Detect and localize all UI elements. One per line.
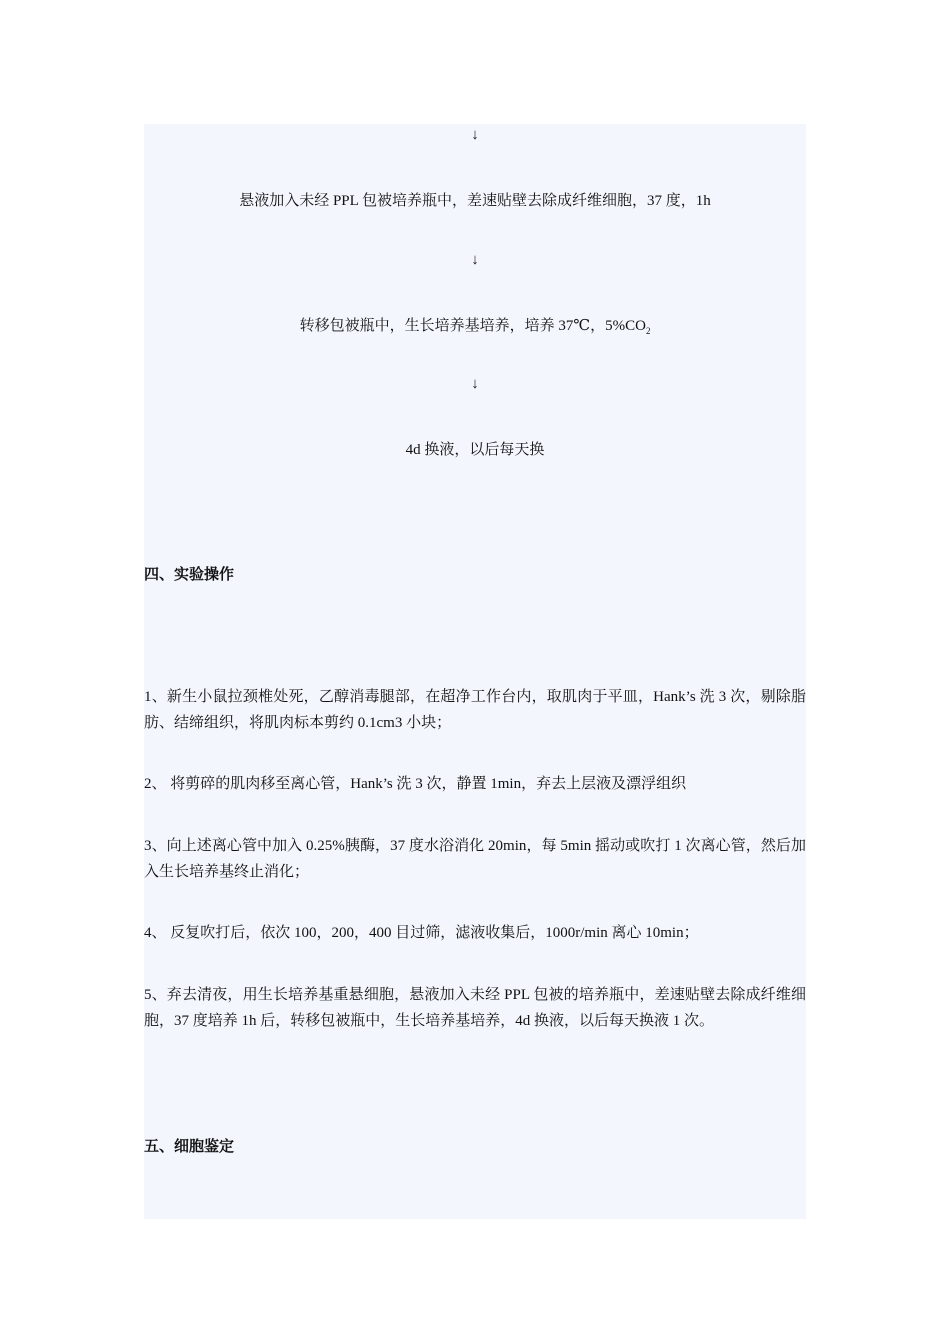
flow-step-2-text: 转移包被瓶中，生长培养基培养，培养 37℃，5%CO (299, 318, 646, 334)
procedure-step-1: 1、新生小鼠拉颈椎处死，乙醇消毒腿部，在超净工作台内，取肌肉于平皿，Hank’s 洗 3 次，剔除脂肪、结缔组织，将肌肉标本剪约 0.1cm3 小块； (144, 689, 806, 731)
section-4-heading: 四、实验操作 (144, 565, 235, 583)
procedure-step-3: 3、向上述离心管中加入 0.25%胰酶，37 度水浴消化 20min，每 5min 摇动或吹打 1 次离心管，然后加入生长培养基终止消化； (144, 838, 806, 880)
flow-step-1: 悬液加入未经 PPL 包被培养瓶中，差速贴壁去除成纤维细胞，37 度，1h (239, 193, 711, 209)
content-panel (144, 124, 806, 1219)
flow-arrow-3: ↓ (471, 376, 479, 392)
procedure-step-2: 2、 将剪碎的肌肉移至离心管，Hank’s 洗 3 次，静置 1min，弃去上层液及漂浮组织 (144, 776, 687, 792)
flow-step-2 (144, 314, 806, 336)
flow-arrow-2: ↓ (471, 252, 479, 268)
procedure-step-4: 4、 反复吹打后，依次 100，200，400 目过筛，滤液收集后，1000r/min 离心 10min； (144, 925, 699, 941)
procedure-step-5: 5、弃去清夜，用生长培养基重悬细胞，悬液加入未经 PPL 包被的培养瓶中，差速贴壁去除成纤维细胞，37 度培养 1h 后，转移包被瓶中，生长培养基培养，4d 换液，以后每天换液 1 次。 (144, 987, 806, 1029)
flow-arrow-1: ↓ (471, 127, 479, 143)
flow-step-3: 4d 换液，以后每天换 (405, 442, 545, 458)
flow-step-2-subscript: 2 (645, 326, 651, 336)
section-5-heading: 五、细胞鉴定 (144, 1137, 235, 1155)
